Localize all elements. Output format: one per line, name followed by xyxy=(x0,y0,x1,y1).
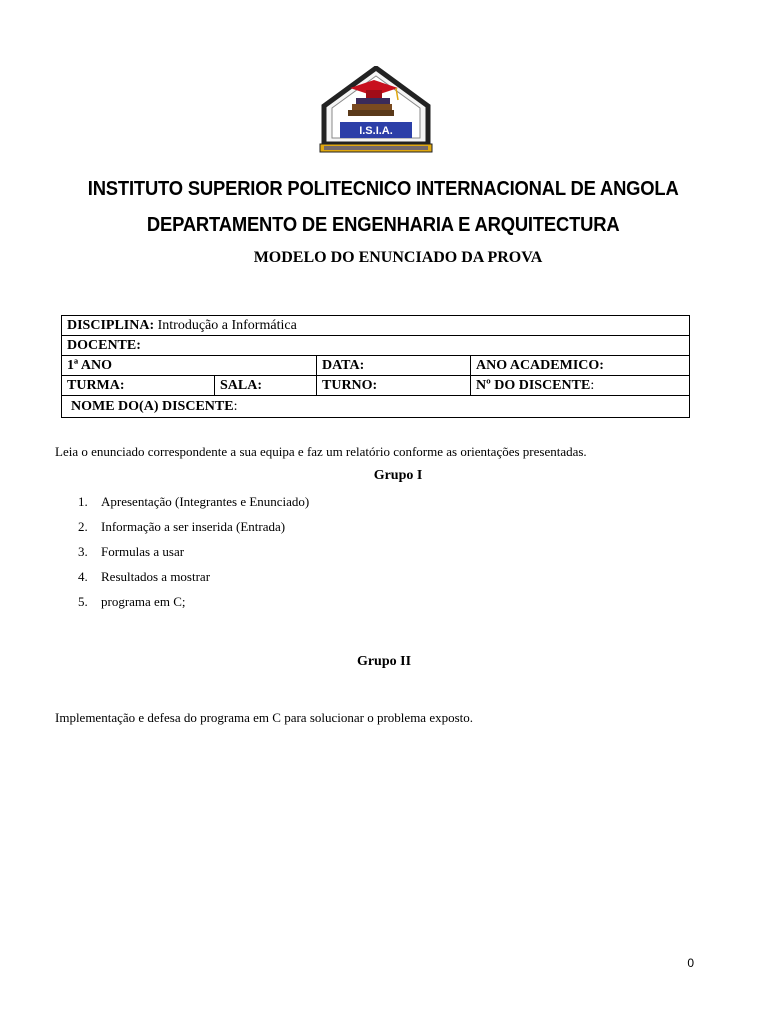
list-item-number: 5. xyxy=(78,594,88,609)
group1-list xyxy=(78,494,309,619)
ano-academico-label: ANO ACADEMICO: xyxy=(476,357,604,373)
group2-title: Grupo II xyxy=(356,654,412,669)
ano-academico-cell xyxy=(471,356,690,376)
table-row xyxy=(62,336,690,356)
docente-label: DOCENTE: xyxy=(67,337,141,353)
sala-cell xyxy=(215,376,317,396)
isia-logo xyxy=(318,66,434,158)
list-item-text: Formulas a usar xyxy=(101,544,185,559)
docente-cell xyxy=(62,336,690,356)
disciplina-value: Introdução a Informática xyxy=(157,317,297,333)
list-item xyxy=(78,519,309,544)
table-row xyxy=(62,376,690,396)
disciplina-cell xyxy=(62,316,690,336)
list-item-text: Resultados a mostrar xyxy=(101,569,211,584)
list-item-number: 4. xyxy=(78,569,88,584)
list-item-text: Informação a ser inserida (Entrada) xyxy=(101,519,286,534)
numero-discente-label: Nº DO DISCENTE xyxy=(476,377,591,393)
list-item-number: 1. xyxy=(78,494,88,509)
list-item xyxy=(78,569,309,594)
department-title: DEPARTAMENTO DE ENGENHARIA E ARQUITECTURA xyxy=(146,214,620,236)
numero-discente-cell xyxy=(471,376,690,396)
disciplina-label: DISCIPLINA: xyxy=(67,317,155,333)
turno-label: TURNO: xyxy=(322,377,378,393)
list-item xyxy=(78,494,309,519)
list-item-number: 3. xyxy=(78,544,88,559)
intro-text: Leia o enunciado correspondente a sua equipa e faz um relatório conforme as orientações presentadas. xyxy=(55,444,587,459)
table-row xyxy=(62,356,690,376)
sala-label: SALA: xyxy=(220,377,263,393)
page-number: 0 xyxy=(687,956,694,970)
turma-cell xyxy=(62,376,215,396)
data-label: DATA: xyxy=(322,357,365,373)
group1-title: Grupo I xyxy=(373,468,423,483)
nome-discente-label: NOME DO(A) DISCENTE xyxy=(71,398,234,414)
list-item-number: 2. xyxy=(78,519,88,534)
turno-cell xyxy=(317,376,471,396)
group2-text: Implementação e defesa do programa em C para solucionar o problema exposto. xyxy=(55,710,474,725)
list-item-text: Apresentação (Integrantes e Enunciado) xyxy=(101,494,310,509)
nome-discente-cell xyxy=(62,396,690,418)
ano-cell xyxy=(62,356,317,376)
nome-discente-colon: : xyxy=(233,398,238,414)
logo-text: I.S.I.A. xyxy=(359,125,393,137)
data-cell xyxy=(317,356,471,376)
table-row xyxy=(62,396,690,418)
document-title: MODELO DO ENUNCIADO DA PROVA xyxy=(253,249,543,266)
ano-label: 1ª ANO xyxy=(67,357,113,373)
list-item xyxy=(78,544,309,569)
numero-discente-colon: : xyxy=(590,377,595,393)
institution-title: INSTITUTO SUPERIOR POLITECNICO INTERNACIONAL DE ANGOLA xyxy=(87,178,679,200)
turma-label: TURMA: xyxy=(67,377,125,393)
list-item-text: programa em C; xyxy=(101,594,186,609)
list-item xyxy=(78,594,309,619)
student-info-table xyxy=(61,315,690,418)
table-row xyxy=(62,316,690,336)
